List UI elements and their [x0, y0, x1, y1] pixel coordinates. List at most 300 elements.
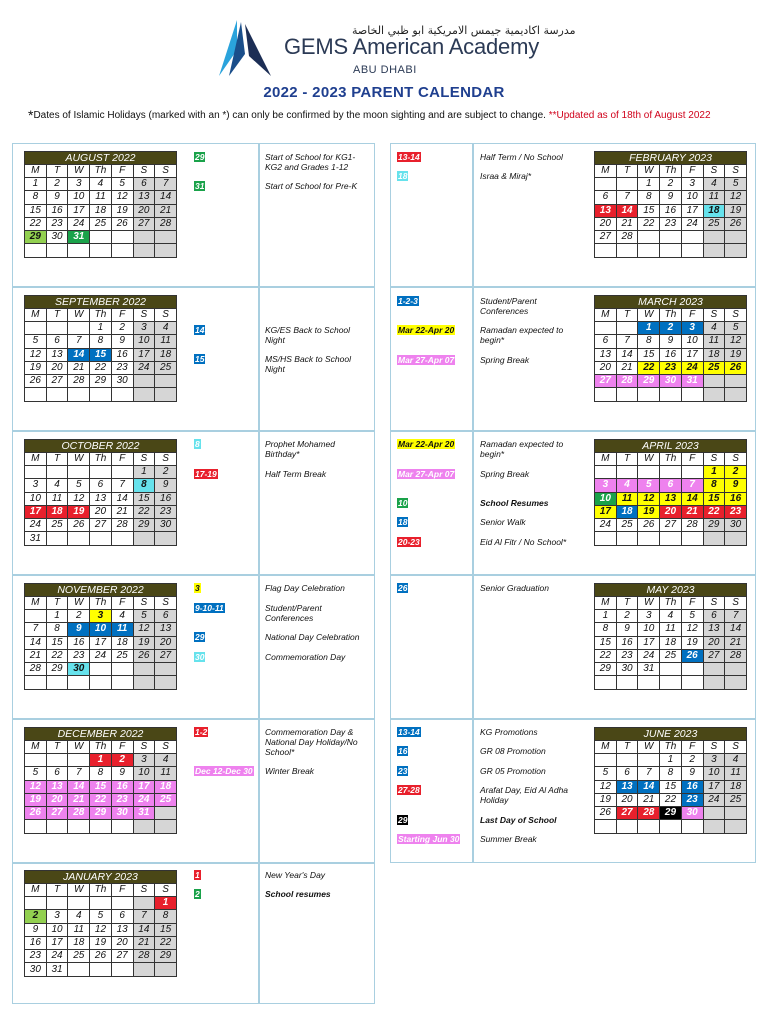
month-title: MARCH 2023	[595, 296, 747, 309]
day-header: S	[703, 165, 725, 178]
day-cell: 16	[111, 348, 133, 361]
day-cell: 15	[638, 348, 660, 361]
day-cell	[25, 897, 47, 910]
month-title: APRIL 2023	[595, 440, 747, 453]
day-cell: 24	[595, 519, 617, 532]
day-cell: 11	[703, 191, 725, 204]
day-cell: 5	[90, 910, 112, 923]
day-cell: 24	[90, 649, 112, 662]
day-cell: 1	[155, 897, 177, 910]
day-cell: 13	[133, 191, 155, 204]
day-cell	[595, 466, 617, 479]
day-header: M	[595, 453, 617, 466]
day-cell: 22	[46, 649, 68, 662]
day-cell: 21	[616, 361, 638, 374]
day-cell: 10	[90, 623, 112, 636]
day-cell: 21	[68, 361, 90, 374]
day-cell: 12	[25, 780, 47, 793]
day-cell: 14	[616, 348, 638, 361]
day-cell: 1	[638, 322, 660, 335]
day-header: S	[703, 597, 725, 610]
day-cell: 6	[616, 767, 638, 780]
updated-note: **Updated as of 18th of August 2022	[548, 110, 711, 121]
day-cell	[90, 231, 112, 244]
event-date-tag: 2	[195, 889, 200, 899]
day-cell: 24	[681, 361, 703, 374]
day-cell	[616, 244, 638, 257]
day-cell	[155, 663, 177, 676]
page-title: 2022 - 2023 PARENT CALENDAR	[263, 84, 505, 101]
day-cell: 27	[46, 375, 68, 388]
day-cell	[68, 963, 90, 976]
day-cell: 1	[90, 322, 112, 335]
day-cell: 30	[660, 375, 682, 388]
day-cell: 15	[155, 923, 177, 936]
event-date-tag: 16	[398, 746, 408, 756]
day-cell	[660, 532, 682, 545]
day-cell: 31	[681, 375, 703, 388]
day-cell: 31	[133, 807, 155, 820]
month-title: NOVEMBER 2022	[25, 584, 177, 597]
day-cell	[46, 322, 68, 335]
day-header: T	[46, 597, 68, 610]
day-cell: 31	[25, 532, 47, 545]
day-cell: 20	[46, 793, 68, 806]
day-cell: 11	[155, 767, 177, 780]
day-cell: 31	[638, 663, 660, 676]
day-cell: 14	[25, 636, 47, 649]
day-cell	[616, 466, 638, 479]
day-cell: 19	[25, 793, 47, 806]
day-cell: 1	[595, 610, 617, 623]
day-cell	[638, 754, 660, 767]
day-cell	[725, 375, 747, 388]
day-cell	[616, 676, 638, 689]
day-cell: 12	[681, 623, 703, 636]
day-header: W	[68, 309, 90, 322]
event-label: Ramadan expected to begin*	[480, 325, 564, 345]
arabic-school-name: مدرسة اكاديمية جيمس الامريكية ابو ظبي الخاصة	[352, 24, 576, 37]
day-cell: 3	[595, 479, 617, 492]
day-cell: 25	[111, 649, 133, 662]
day-cell: 20	[155, 636, 177, 649]
day-header: F	[681, 741, 703, 754]
event-label: National Day Celebration	[265, 632, 360, 642]
day-cell: 20	[595, 361, 617, 374]
event-date-tag: 29	[195, 152, 205, 162]
month-table	[594, 583, 747, 690]
day-cell	[68, 322, 90, 335]
day-cell: 5	[25, 767, 47, 780]
event-label: Spring Break	[480, 469, 530, 479]
day-cell: 22	[90, 793, 112, 806]
day-cell: 11	[90, 191, 112, 204]
day-cell: 4	[616, 479, 638, 492]
day-cell: 23	[68, 649, 90, 662]
day-cell: 2	[660, 178, 682, 191]
day-cell: 15	[703, 492, 725, 505]
day-cell: 7	[68, 767, 90, 780]
day-cell: 24	[46, 950, 68, 963]
day-header: S	[725, 597, 747, 610]
day-cell	[111, 244, 133, 257]
day-cell: 16	[616, 636, 638, 649]
day-cell: 16	[660, 348, 682, 361]
day-cell: 11	[155, 335, 177, 348]
day-cell	[725, 663, 747, 676]
day-header: F	[111, 453, 133, 466]
day-cell: 26	[90, 950, 112, 963]
day-header: Th	[660, 309, 682, 322]
day-cell: 15	[638, 204, 660, 217]
day-cell: 20	[595, 217, 617, 230]
day-cell: 28	[111, 519, 133, 532]
day-cell: 8	[638, 191, 660, 204]
day-cell: 30	[25, 963, 47, 976]
day-cell: 8	[133, 479, 155, 492]
day-cell: 29	[25, 231, 47, 244]
day-cell: 14	[155, 191, 177, 204]
day-cell: 6	[155, 610, 177, 623]
day-cell	[616, 532, 638, 545]
day-cell: 3	[133, 322, 155, 335]
day-cell: 17	[681, 348, 703, 361]
day-cell: 9	[155, 479, 177, 492]
day-cell: 3	[681, 322, 703, 335]
day-cell: 19	[90, 936, 112, 949]
event-label: Arafat Day, Eid Al Adha Holiday	[480, 785, 569, 805]
day-cell: 27	[111, 950, 133, 963]
day-cell	[68, 388, 90, 401]
day-cell: 4	[155, 322, 177, 335]
day-cell: 27	[616, 807, 638, 820]
event-date-tag: 26	[398, 583, 408, 593]
day-cell: 16	[155, 492, 177, 505]
event-date-tag: 17-19	[195, 469, 217, 479]
day-cell	[725, 231, 747, 244]
day-cell: 21	[111, 505, 133, 518]
day-cell	[616, 820, 638, 833]
day-cell	[111, 963, 133, 976]
day-cell: 1	[90, 754, 112, 767]
day-cell: 18	[111, 636, 133, 649]
day-cell: 7	[638, 767, 660, 780]
event-label: GR 05 Promotion	[480, 766, 546, 776]
day-cell: 6	[595, 335, 617, 348]
day-cell: 18	[703, 348, 725, 361]
day-header: F	[111, 597, 133, 610]
day-cell: 19	[133, 636, 155, 649]
day-cell: 16	[111, 780, 133, 793]
calendar-cell	[259, 575, 375, 719]
day-header: M	[595, 165, 617, 178]
day-cell: 9	[68, 623, 90, 636]
day-cell: 9	[111, 767, 133, 780]
day-cell: 21	[25, 649, 47, 662]
event-label: Senior Graduation	[480, 583, 549, 593]
day-cell: 21	[155, 204, 177, 217]
day-header: S	[155, 884, 177, 897]
day-cell: 12	[90, 923, 112, 936]
day-cell	[68, 244, 90, 257]
month-title: MAY 2023	[595, 584, 747, 597]
day-cell	[111, 897, 133, 910]
day-cell: 8	[25, 191, 47, 204]
day-header: S	[155, 741, 177, 754]
day-cell	[68, 754, 90, 767]
day-cell: 24	[25, 519, 47, 532]
day-cell: 5	[638, 479, 660, 492]
day-cell: 30	[111, 375, 133, 388]
day-cell: 4	[703, 178, 725, 191]
day-cell: 11	[111, 623, 133, 636]
day-cell: 18	[155, 348, 177, 361]
day-cell: 21	[616, 217, 638, 230]
day-cell: 26	[638, 519, 660, 532]
month-table	[24, 583, 177, 690]
day-cell: 6	[595, 191, 617, 204]
day-cell: 3	[133, 754, 155, 767]
day-cell	[681, 466, 703, 479]
day-header: F	[681, 309, 703, 322]
day-cell	[25, 244, 47, 257]
month-title: DECEMBER 2022	[25, 728, 177, 741]
day-header: Th	[660, 453, 682, 466]
day-cell: 12	[133, 623, 155, 636]
day-cell: 8	[90, 335, 112, 348]
day-cell: 5	[25, 335, 47, 348]
day-cell: 2	[616, 610, 638, 623]
day-cell	[616, 322, 638, 335]
day-cell: 14	[638, 780, 660, 793]
day-header: S	[133, 309, 155, 322]
day-cell	[703, 532, 725, 545]
day-cell: 23	[111, 361, 133, 374]
day-header: Th	[660, 741, 682, 754]
day-cell: 22	[703, 505, 725, 518]
day-cell: 15	[660, 780, 682, 793]
event-date-tag: 27-28	[398, 785, 420, 795]
day-cell: 14	[68, 780, 90, 793]
day-cell: 9	[681, 767, 703, 780]
day-header: T	[616, 741, 638, 754]
day-header: S	[725, 309, 747, 322]
day-cell: 9	[111, 335, 133, 348]
day-cell: 2	[660, 322, 682, 335]
day-header: W	[638, 165, 660, 178]
day-cell	[681, 231, 703, 244]
day-cell: 17	[703, 780, 725, 793]
day-cell: 5	[68, 479, 90, 492]
day-cell: 5	[725, 178, 747, 191]
day-cell: 29	[660, 807, 682, 820]
day-cell: 7	[681, 479, 703, 492]
day-cell: 7	[725, 610, 747, 623]
event-label: Ramadan expected to begin*	[480, 439, 564, 459]
day-cell: 28	[133, 950, 155, 963]
day-cell: 20	[133, 204, 155, 217]
day-header: Th	[660, 597, 682, 610]
day-cell: 28	[725, 649, 747, 662]
day-cell: 10	[133, 335, 155, 348]
day-cell	[681, 676, 703, 689]
day-cell: 17	[595, 505, 617, 518]
day-header: S	[155, 309, 177, 322]
day-cell	[46, 754, 68, 767]
day-cell: 2	[725, 466, 747, 479]
day-cell: 8	[46, 623, 68, 636]
day-cell: 25	[155, 361, 177, 374]
day-cell	[703, 820, 725, 833]
school-city: ABU DHABI	[353, 64, 417, 76]
day-cell: 18	[660, 636, 682, 649]
day-cell	[111, 532, 133, 545]
day-cell	[725, 676, 747, 689]
day-cell: 15	[90, 348, 112, 361]
day-cell	[90, 663, 112, 676]
event-date-tag: 18	[398, 517, 408, 527]
day-cell: 29	[595, 663, 617, 676]
event-date-tag: 31	[195, 181, 205, 191]
event-label: School Resumes	[480, 498, 549, 508]
day-cell	[90, 532, 112, 545]
month-title: AUGUST 2022	[25, 152, 177, 165]
event-date-tag: 8	[195, 439, 200, 449]
event-label: Student/Parent Conferences	[265, 603, 322, 623]
day-cell: 3	[681, 178, 703, 191]
event-date-tag: Mar 22-Apr 20	[398, 325, 455, 335]
day-header: M	[25, 884, 47, 897]
day-cell: 7	[68, 335, 90, 348]
day-cell: 17	[133, 780, 155, 793]
calendar-cell	[390, 143, 473, 287]
day-cell	[155, 807, 177, 820]
day-cell	[616, 178, 638, 191]
day-cell: 10	[133, 767, 155, 780]
event-label: Israa & Miraj*	[480, 171, 532, 181]
school-name: GEMS American Academy	[284, 34, 540, 59]
day-cell	[725, 807, 747, 820]
day-cell: 22	[638, 217, 660, 230]
event-label: New Year's Day	[265, 870, 326, 880]
day-cell: 18	[68, 936, 90, 949]
day-header: S	[133, 884, 155, 897]
day-header: W	[638, 453, 660, 466]
day-header: M	[595, 741, 617, 754]
day-cell: 18	[725, 780, 747, 793]
day-cell: 6	[133, 178, 155, 191]
event-date-tag: 13-14	[398, 152, 420, 162]
event-date-tag: 1	[195, 870, 200, 880]
day-cell: 19	[111, 204, 133, 217]
note-star: *	[28, 107, 34, 123]
event-label: Last Day of School	[480, 815, 557, 825]
day-cell: 15	[90, 780, 112, 793]
day-cell	[703, 663, 725, 676]
day-cell	[155, 676, 177, 689]
day-cell: 23	[616, 649, 638, 662]
day-cell: 12	[68, 492, 90, 505]
day-cell: 2	[681, 754, 703, 767]
day-cell: 2	[46, 178, 68, 191]
day-cell: 10	[595, 492, 617, 505]
day-cell: 10	[68, 191, 90, 204]
day-cell	[725, 820, 747, 833]
day-cell	[155, 231, 177, 244]
day-cell: 31	[68, 231, 90, 244]
day-cell: 14	[68, 348, 90, 361]
day-cell: 23	[681, 793, 703, 806]
event-label: School resumes	[265, 889, 331, 899]
day-cell	[133, 897, 155, 910]
day-header: S	[155, 453, 177, 466]
month-title: JUNE 2023	[595, 728, 747, 741]
day-header: T	[616, 453, 638, 466]
day-cell: 29	[90, 807, 112, 820]
day-cell: 6	[46, 767, 68, 780]
day-cell	[638, 532, 660, 545]
day-cell: 4	[90, 178, 112, 191]
day-cell: 23	[660, 217, 682, 230]
day-cell	[133, 375, 155, 388]
day-header: F	[681, 453, 703, 466]
day-cell: 25	[155, 793, 177, 806]
day-cell: 8	[90, 767, 112, 780]
day-cell	[595, 388, 617, 401]
day-cell: 18	[703, 204, 725, 217]
day-cell: 25	[46, 519, 68, 532]
day-cell	[25, 754, 47, 767]
day-header: Th	[660, 165, 682, 178]
day-cell: 17	[90, 636, 112, 649]
day-cell: 3	[25, 479, 47, 492]
day-cell	[703, 375, 725, 388]
event-label: Flag Day Celebration	[265, 583, 345, 593]
day-cell	[725, 388, 747, 401]
day-cell: 14	[111, 492, 133, 505]
day-cell	[638, 676, 660, 689]
day-cell: 21	[725, 636, 747, 649]
event-date-tag: 15	[195, 354, 205, 364]
day-cell: 7	[616, 191, 638, 204]
day-cell	[660, 388, 682, 401]
day-cell	[133, 676, 155, 689]
day-cell: 20	[90, 505, 112, 518]
day-cell	[703, 676, 725, 689]
day-cell	[90, 897, 112, 910]
day-header: T	[46, 309, 68, 322]
day-cell	[681, 820, 703, 833]
day-cell: 8	[638, 335, 660, 348]
day-cell: 28	[616, 375, 638, 388]
note-text: Dates of Islamic Holidays (marked with an *) can only be confirmed by the moon sighting and are subject to change.	[33, 110, 546, 121]
day-cell: 4	[46, 479, 68, 492]
day-cell: 22	[660, 793, 682, 806]
day-header: T	[46, 884, 68, 897]
day-header: W	[638, 741, 660, 754]
day-header: S	[703, 309, 725, 322]
day-cell	[46, 676, 68, 689]
day-cell: 19	[595, 793, 617, 806]
day-cell	[595, 178, 617, 191]
day-header: F	[111, 165, 133, 178]
day-header: S	[703, 741, 725, 754]
day-cell: 24	[133, 361, 155, 374]
day-cell: 14	[725, 623, 747, 636]
day-cell: 19	[725, 204, 747, 217]
day-header: Th	[90, 165, 112, 178]
day-cell: 29	[703, 519, 725, 532]
